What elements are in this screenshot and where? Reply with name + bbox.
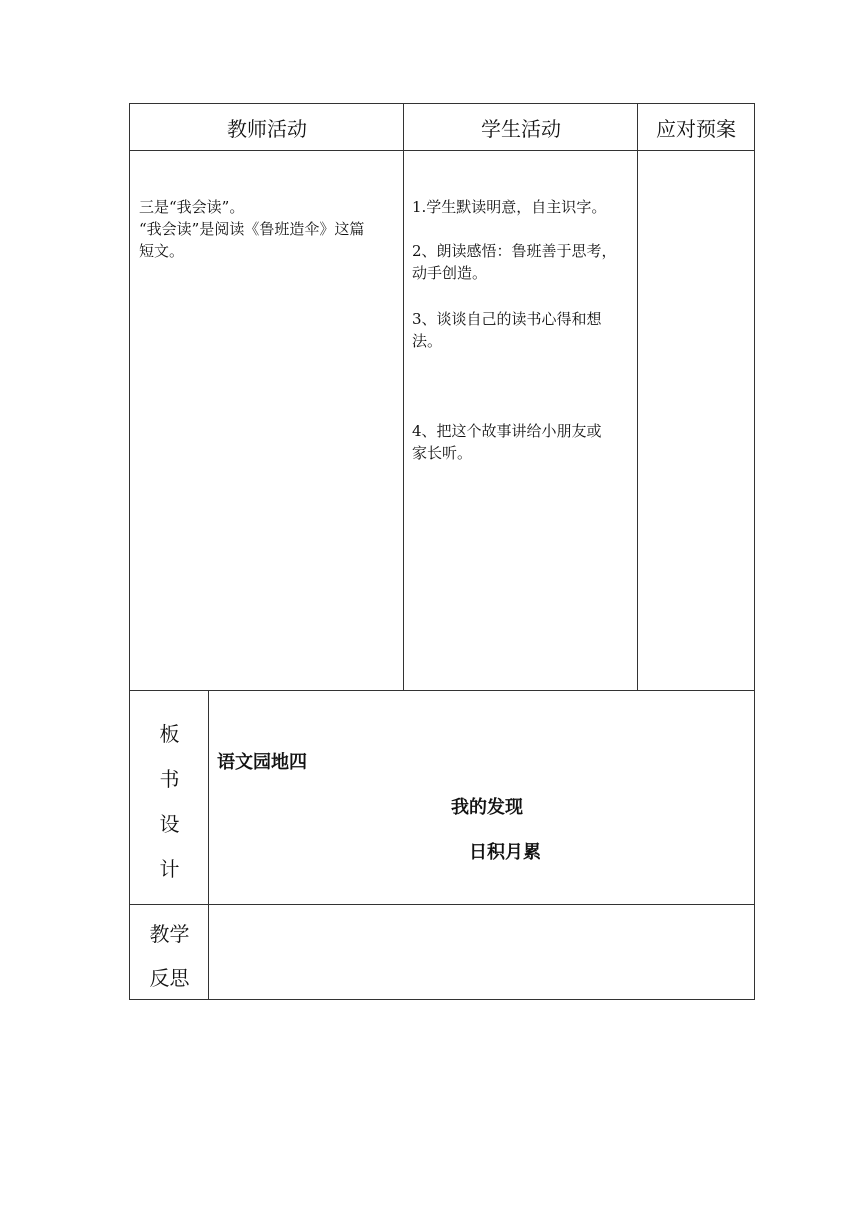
header-teacher-label: 教师活动: [227, 116, 307, 141]
student-item-line: 2、朗读感悟：鲁班善于思考，: [412, 242, 617, 260]
student-activity-cell: [403, 150, 638, 691]
student-item: [412, 308, 602, 352]
student-item: [412, 240, 617, 284]
board-label-char: 书: [159, 767, 180, 791]
student-item: [412, 420, 602, 464]
header-teacher-activity: [129, 103, 404, 151]
board-line-discovery: 我的发现: [451, 797, 523, 818]
board-line-accumulation: 日积月累: [469, 842, 541, 863]
board-title: 语文园地四: [217, 752, 307, 773]
teacher-text-line: 三是“我会读”。: [139, 198, 245, 216]
header-response-plan: [637, 103, 755, 151]
student-item-line: 法。: [412, 332, 443, 350]
student-item-line: 家长听。: [412, 444, 473, 462]
reflection-label-cell: [129, 904, 209, 1000]
reflection-label-line: 反思: [149, 966, 190, 990]
board-label-char: 计: [159, 857, 180, 881]
header-plan-label: 应对预案: [656, 116, 736, 141]
reflection-label-line: 教学: [149, 922, 190, 946]
student-item-line: 动手创造。: [412, 264, 488, 282]
student-item-line: 4、把这个故事讲给小朋友或: [412, 422, 602, 440]
board-design-content-cell: [208, 690, 755, 905]
teacher-text-line: “我会读”是阅读《鲁班造伞》这篇: [139, 220, 365, 238]
reflection-content-cell: [208, 904, 755, 1000]
teacher-activity-cell: [129, 150, 404, 691]
board-label-char: 设: [159, 812, 180, 836]
response-plan-cell: [637, 150, 755, 691]
student-item-line: 1.学生默读明意，自主识字。: [412, 198, 607, 216]
header-student-label: 学生活动: [481, 116, 561, 141]
header-student-activity: [403, 103, 638, 151]
board-label-char: 板: [159, 722, 180, 746]
teacher-text-line: 短文。: [139, 242, 185, 260]
student-item: [412, 196, 606, 218]
board-design-label-cell: [129, 690, 209, 905]
student-item-line: 3、谈谈自己的读书心得和想: [412, 310, 602, 328]
